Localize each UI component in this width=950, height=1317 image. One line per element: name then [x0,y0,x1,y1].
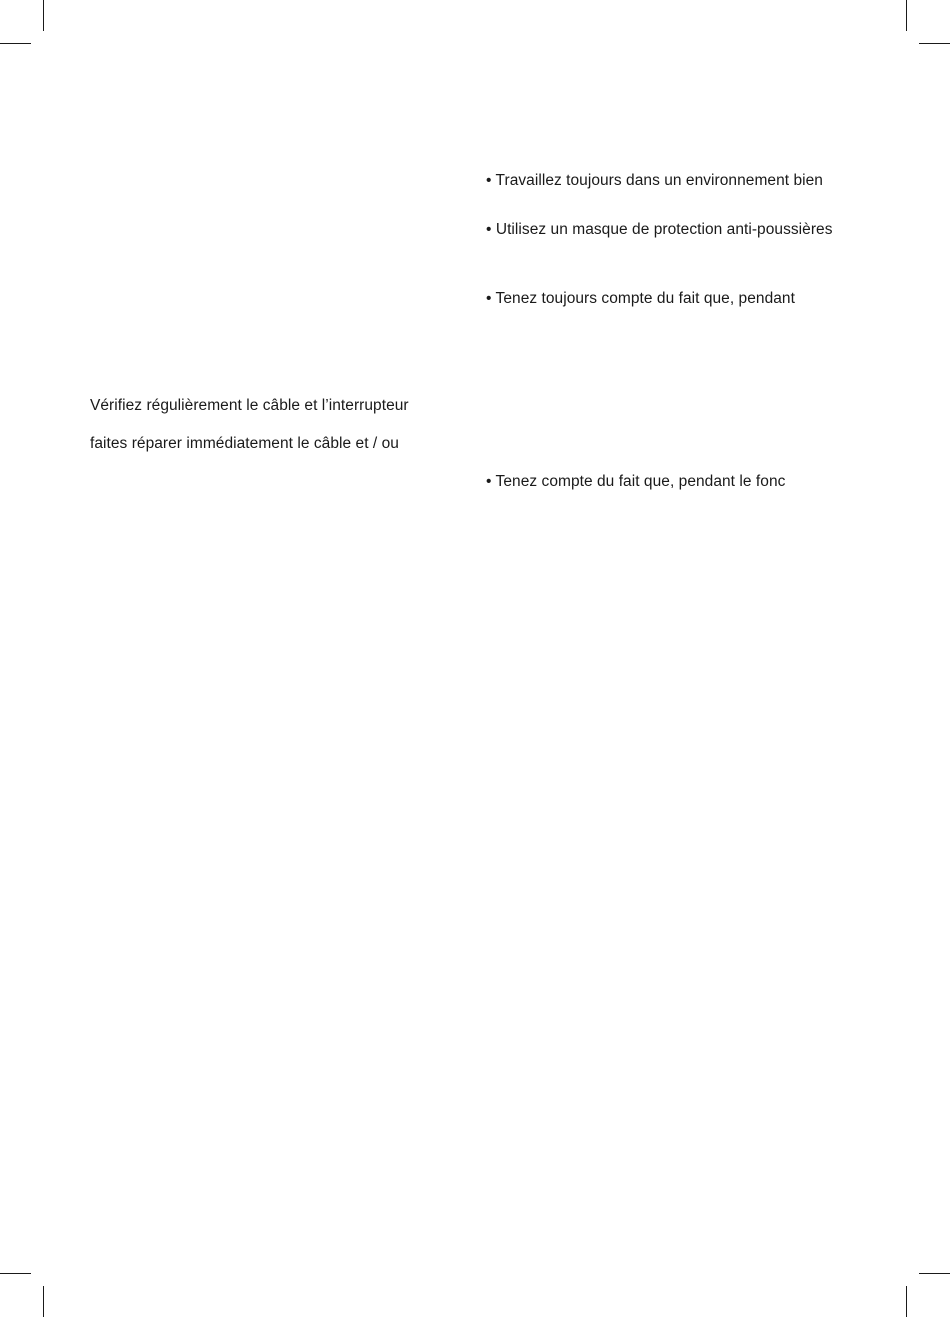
bullet-line-ventilated-environment: • Travaillez toujours dans un environnement bien [486,172,823,189]
crop-mark-top-left-horizontal [0,43,31,44]
bullet-line-take-into-account: • Tenez toujours compte du fait que, pendant [486,290,795,307]
crop-mark-bottom-right-vertical [906,1286,907,1317]
crop-mark-bottom-right-horizontal [919,1273,950,1274]
crop-mark-bottom-left-vertical [43,1286,44,1317]
crop-mark-top-right-vertical [906,0,907,31]
paragraph-line-repair-cable: faites réparer immédiatement le câble et / ou [90,435,399,452]
crop-mark-top-left-vertical [43,0,44,31]
bullet-line-during-operation: • Tenez compte du fait que, pendant le fonc [486,473,786,490]
crop-mark-top-right-horizontal [919,43,950,44]
paragraph-line-check-cable: Vérifiez régulièrement le câble et l’interrupteur [90,397,409,414]
bullet-line-dust-mask: • Utilisez un masque de protection anti-poussières [486,221,833,238]
crop-mark-bottom-left-horizontal [0,1273,31,1274]
